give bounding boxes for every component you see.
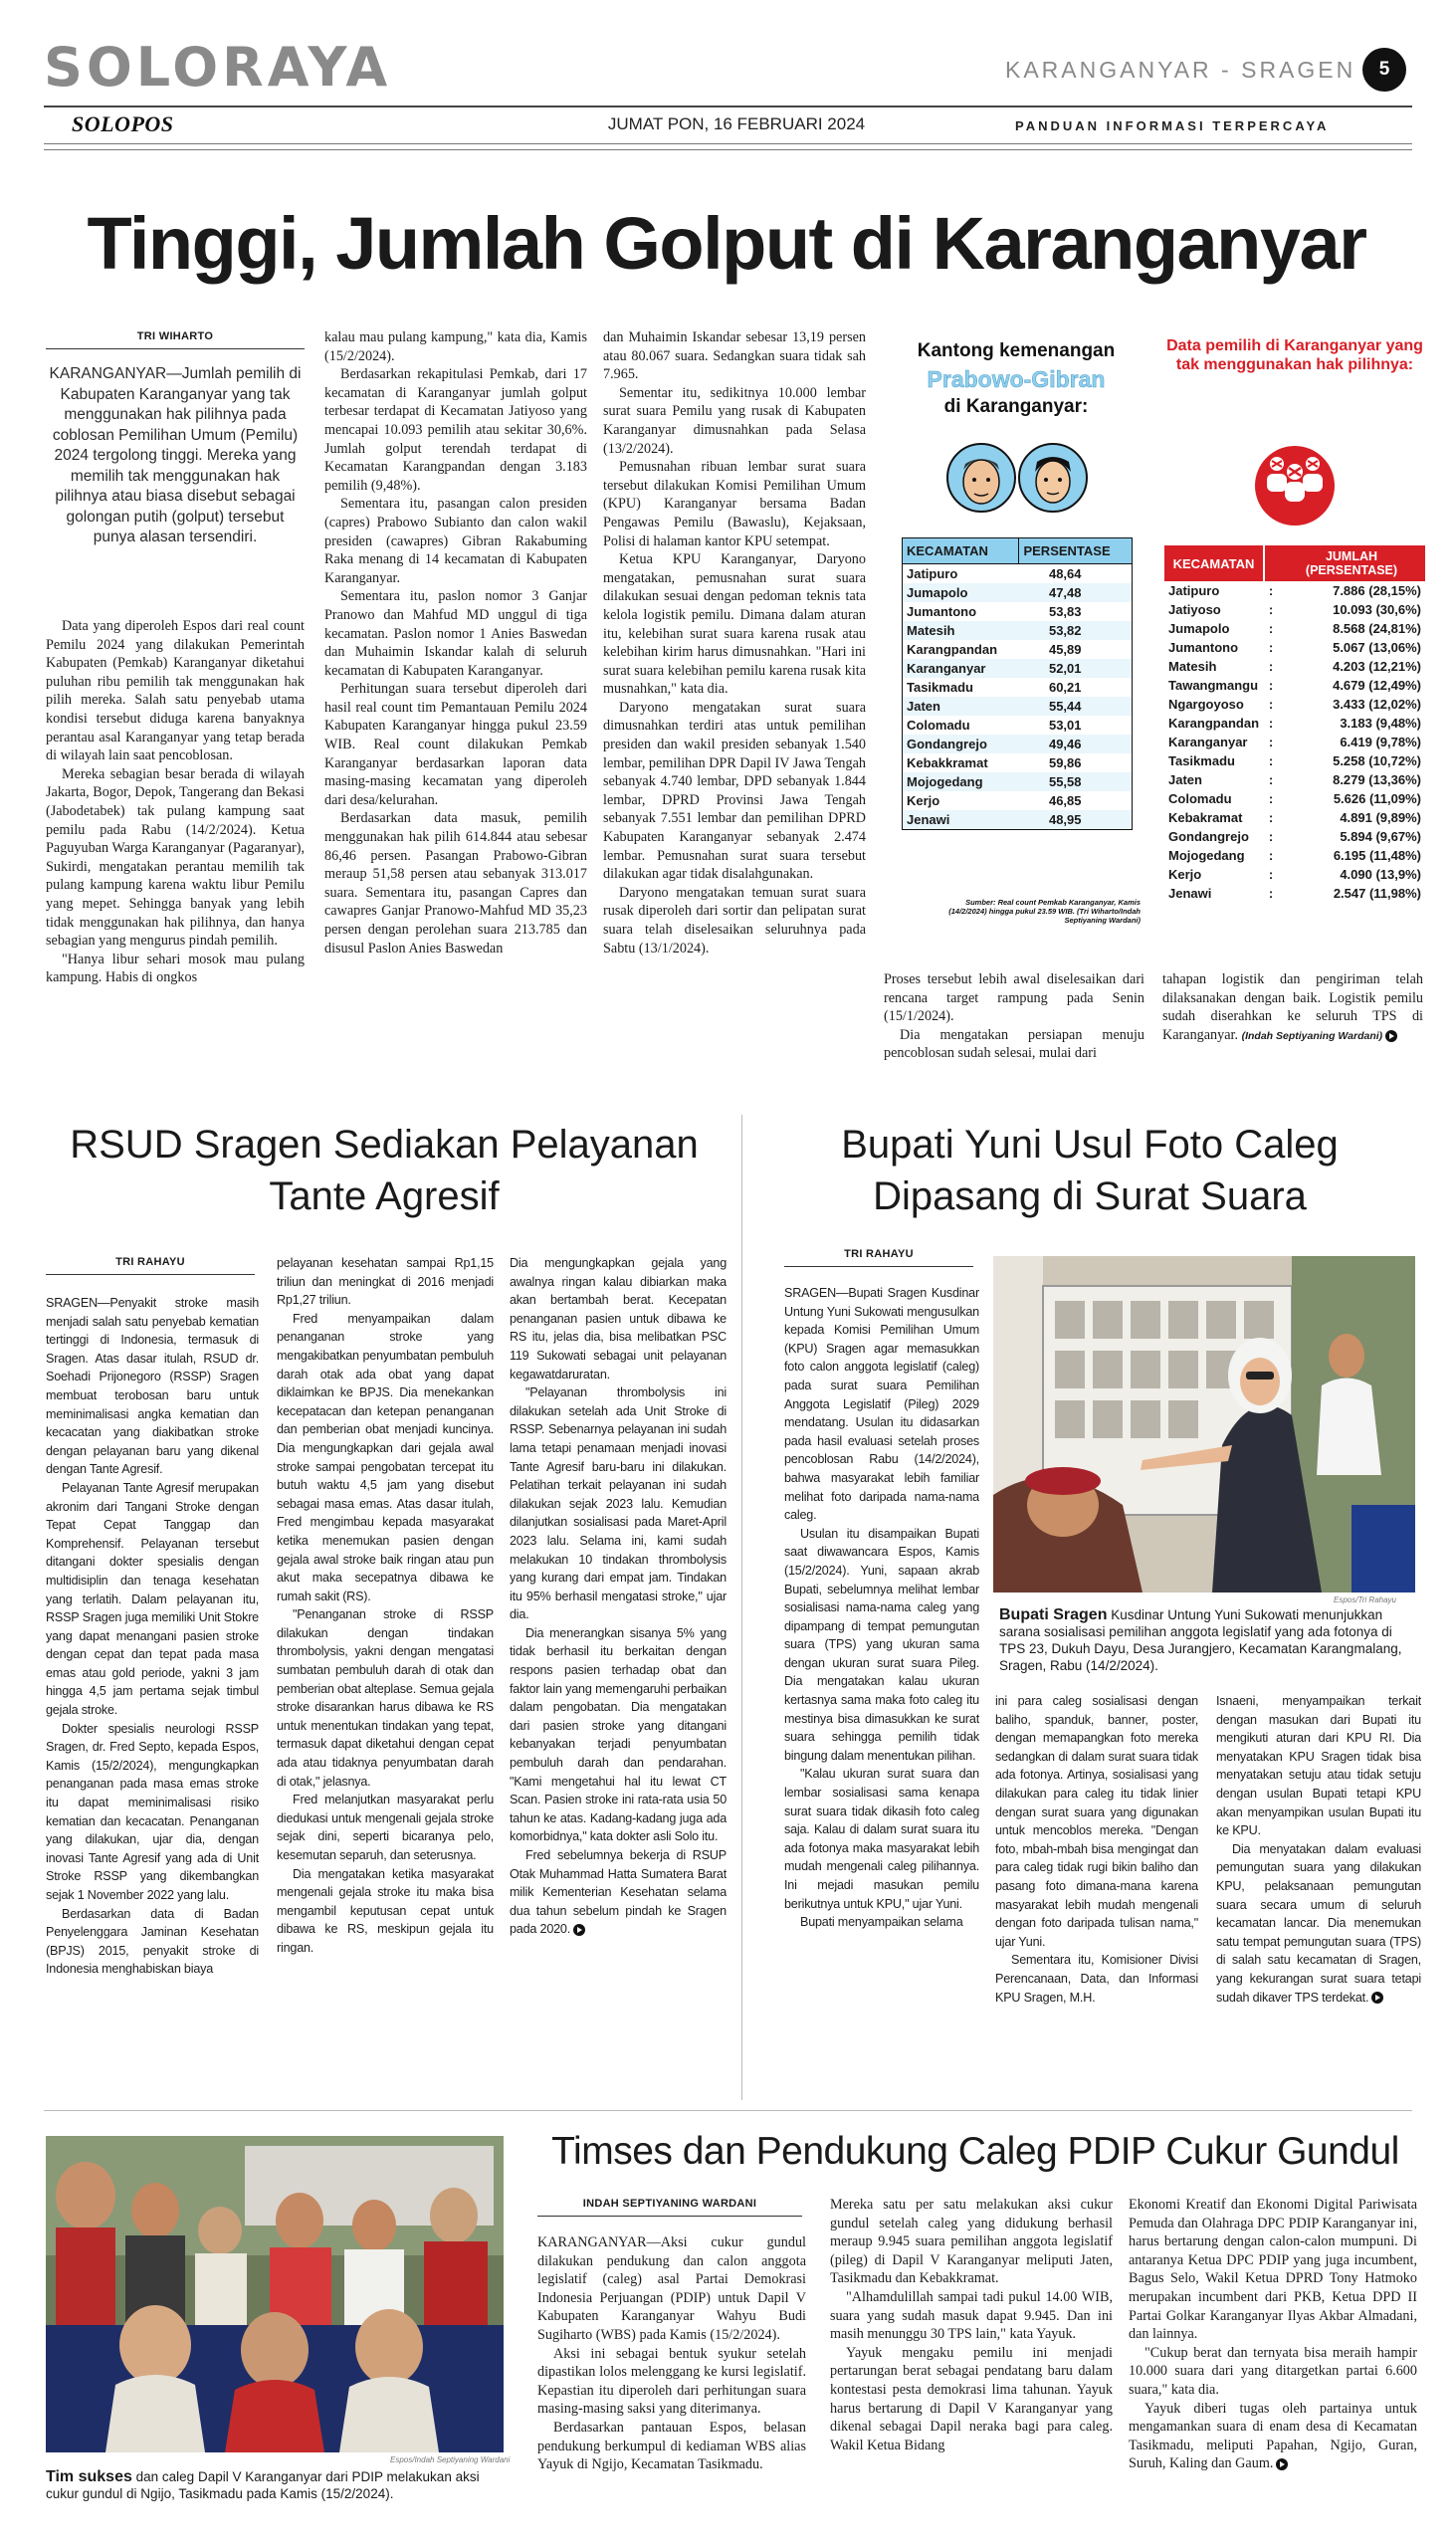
- end-of-article-icon: [1276, 2458, 1288, 2470]
- paragraph-text: tahapan logistik dan pengiriman telah dilaksanakan dengan baik. Logistik pemilu sudah diserahkan ke seluruh TPS di Karanganyar.: [1162, 971, 1423, 1043]
- info1-persentase-cell: 53,01: [1019, 716, 1133, 735]
- paragraph: "Penanganan stroke di RSSP dilakukan dengan tindakan thrombolysis, yakni dengan mengatasi sumbatan pembuluh darah di otak dan pemberian obat alteplase. Semua gejala stroke disarankan harus dibawa ke RS untuk menentukan tindakan yang tepat, termasuk dapat diketahui dengan cepat ada atau tidaknya penyumbatan darah di otak," jelasnya.: [277, 1607, 494, 1789]
- info1-persentase-cell: 48,95: [1019, 810, 1133, 830]
- info2-row: [1164, 846, 1425, 865]
- paragraph: Berdasarkan pantauan Espos, belasan pendukung berkumpul di kediaman WBS alias Yayuk di Ngijo, Kecamatan Tasikmadu.: [537, 2419, 806, 2473]
- info2-col-kecamatan: KECAMATAN: [1164, 545, 1264, 581]
- info2-jumlah-cell: 6.419 (9,78%): [1340, 735, 1421, 749]
- article2-headline: [46, 1119, 723, 1222]
- info2-jumlah-cell: 4.090 (13,9%): [1340, 867, 1421, 882]
- paragraph: Mereka satu per satu melakukan aksi cukur gundul setelah caleg yang didukung berhasil meraup 9.945 suara pemilihan anggota legislatif (pileg) di Dapil V Karanganyar meliputi Jaten, Tasikmadu dan Kebakkramat.: [830, 2197, 1113, 2287]
- paragraph: "Hanya libur sehari mosok mau pulang kampung. Habis di ongkos: [46, 951, 305, 986]
- paragraph: Fred melanjutkan masyarakat perlu diedukasi untuk mengenali gejala stroke sejak dini, seperti bicaranya pelo, kesemutan separuh, dan seterusnya.: [277, 1793, 494, 1862]
- paragraph: Perhitungan suara tersebut diperoleh dari hasil real count tim Pemantauan Pemilu 2024 Kabupaten Karanganyar hingga pukul 23.59 WIB. Real count dilakukan Pemkab Karanganyar berdasarkan laporan data masing-masing kecamatan yang diperoleh dari desa/kelurahan.: [324, 681, 587, 808]
- paragraph: "Alhamdulillah sampai tadi pukul 14.00 WIB, suara yang sudah masuk dapat 9.945. Dan ini masih menunggu 30 TPS lain," kata Yayuk.: [830, 2288, 1113, 2343]
- article3-headline-line2: Dipasang di Surat Suara: [873, 1174, 1307, 1218]
- paragraph: kalau mau pulang kampung," kata dia, Kamis (15/2/2024).: [324, 329, 587, 364]
- article2-byline: TRI RAHAYU: [46, 1256, 255, 1275]
- photo-caption-bupati: [999, 1606, 1417, 1674]
- info1-persentase-cell: 59,86: [1019, 753, 1133, 772]
- info2-kecamatan-cell: Karanganyar: [1168, 735, 1248, 749]
- end-of-article-icon: [1371, 1992, 1383, 2004]
- info2-colon: :: [1268, 678, 1274, 693]
- info1-persentase-cell: 60,21: [1019, 678, 1133, 697]
- info1-kecamatan-cell: Jatipuro: [903, 564, 1019, 584]
- paragraph: dan Muhaimin Iskandar sebesar 13,19 persen atau 80.067 suara. Sedangkan suara tidak sah 7.965.: [603, 329, 866, 383]
- article2-col1: [46, 1294, 259, 2095]
- paragraph: Data yang diperoleh Espos dari real count Pemilu 2024 yang dilakukan Pemerintah Kabupaten (Pemkab) Karanganyar diketahui puluhan ribu pemilih tak menggunakan hak pilih mereka. Salah satu penyebab utama kondisi tersebut diduga karena banyaknya perantau asal Karanganyar yang tetap berada di wilayah lain saat pencoblosan.: [46, 618, 305, 764]
- paragraph: pelayanan kesehatan sampai Rp1,15 triliun dan meningkat di 2016 menjadi Rp1,27 triliun.: [277, 1256, 494, 1308]
- section-divider: [44, 2110, 1412, 2111]
- info2-table: [1164, 545, 1425, 903]
- info2-row: [1164, 695, 1425, 714]
- photo-caption-tim-sukses: [46, 2468, 504, 2502]
- info2-jumlah-cell: 5.894 (9,67%): [1340, 829, 1421, 844]
- info2-kecamatan-cell: Tawangmangu: [1168, 678, 1259, 693]
- paragraph: [1162, 970, 1423, 1045]
- signoff: (Indah Septiyaning Wardani): [1241, 1029, 1383, 1042]
- info1-row: [903, 583, 1133, 602]
- info1-row: [903, 640, 1133, 659]
- info1-title-3: di Karanganyar:: [943, 396, 1089, 417]
- info2-jumlah-cell: 8.568 (24,81%): [1333, 621, 1421, 636]
- caption-name: Tim sukses: [46, 2468, 132, 2485]
- info2-colon: :: [1268, 791, 1274, 806]
- info2-kecamatan-cell: Kerjo: [1168, 867, 1202, 882]
- page-number: 5: [1362, 48, 1406, 92]
- info1-kecamatan-cell: Kerjo: [903, 791, 1019, 810]
- article1-byline: TRI WIHARTO: [46, 330, 305, 349]
- info1-persentase-cell: 53,82: [1019, 621, 1133, 640]
- info2-row: [1164, 638, 1425, 657]
- info1-source: Sumber: Real count Pemkab Karanganyar, Kamis (14/2/2024) hingga pukul 23.59 WIB. (Tri Wiharto/Indah Septiyaning Wardani): [948, 898, 1141, 925]
- info2-row: [1164, 789, 1425, 808]
- info2-row: [1164, 581, 1425, 600]
- paragraph: Bupati menyampaikan selama: [800, 1915, 963, 1930]
- info2-jumlah-cell: 3.433 (12,02%): [1333, 697, 1421, 712]
- article3-headline-line1: Bupati Yuni Usul Foto Caleg: [841, 1123, 1339, 1167]
- paragraph: Aksi ini sebagai bentuk syukur setelah dipastikan lolos melenggang ke kursi legislatif. Kepastian itu diperoleh dari perhitungan suara masing-masing saksi yang diterimanya.: [537, 2345, 806, 2418]
- info2-colon: :: [1268, 772, 1274, 787]
- info1-rows: [903, 564, 1133, 830]
- info2-jumlah-cell: 4.203 (12,21%): [1333, 659, 1421, 674]
- info2-kecamatan-cell: Ngargoyoso: [1168, 697, 1244, 712]
- info1-col-persentase: PERSENTASE: [1019, 538, 1133, 564]
- article2-col2: [277, 1254, 494, 2095]
- masthead-rule-2: [44, 149, 1412, 150]
- infographic-golput: [1160, 328, 1429, 965]
- article2-headline-line2: Tante Agresif: [269, 1174, 500, 1218]
- info2-kecamatan-cell: Gondangrejo: [1168, 829, 1249, 844]
- info2-kecamatan-cell: Tasikmadu: [1168, 753, 1235, 768]
- infographic-kantong-kemenangan: [882, 328, 1150, 956]
- info2-kecamatan-cell: Matesih: [1168, 659, 1217, 674]
- tagline: PANDUAN INFORMASI TERPERCAYA: [1015, 118, 1330, 133]
- info1-kecamatan-cell: Matesih: [903, 621, 1019, 640]
- info2-jumlah-cell: 5.067 (13,06%): [1333, 640, 1421, 655]
- paragraph: Fred menyampaikan dalam penanganan stroke yang mengakibatkan penyumbatan pembuluh darah otak ada obat yang dapat diklaimkan ke BPJS. Dia menekankan kecepatacan dan ketepan penanganan dan pemberian obat menjadi kuncinya. Dia mengungkapkan dari gejala awal stroke sampai pengobatan tercepat itu butuh waktu 4,5 jam yang disebut sebagai masa emas. Atas dasar itulah, Fred mengimbau kepada masyarakat ketika menemukan pasien dengan gejala awal stroke baik ringan atau pun akut maka secepatnya dibawa ke rumah sakit (RS).: [277, 1311, 494, 1603]
- info2-row: [1164, 865, 1425, 884]
- column-divider: [741, 1115, 742, 2100]
- info2-colon: :: [1268, 583, 1274, 598]
- paragraph: Yayuk mengaku pemilu ini menjadi pertarungan berat sebagai pendatang baru dalam kontestasi pesta demokrasi lima tahunan. Yayuk harus bertarung di Dapil V Karanganyar yang dikenal sebagai Dapil neraka bagi para caleg. Wakil Ketua Bidang: [830, 2344, 1113, 2453]
- info2-kecamatan-cell: Jatiyoso: [1168, 602, 1221, 617]
- masthead: [0, 0, 1456, 159]
- info1-persentase-cell: 52,01: [1019, 659, 1133, 678]
- info2-row: [1164, 657, 1425, 676]
- photo-credit: Espos/Indah Septiyaning Wardani: [390, 2455, 511, 2464]
- info1-kecamatan-cell: Jaten: [903, 697, 1019, 716]
- info1-row: [903, 810, 1133, 830]
- info1-kecamatan-cell: Mojogedang: [903, 772, 1019, 791]
- info1-kecamatan-cell: Karanganyar: [903, 659, 1019, 678]
- info2-jumlah-cell: 8.279 (13,36%): [1333, 772, 1421, 787]
- info1-row: [903, 716, 1133, 735]
- info2-row: [1164, 619, 1425, 638]
- info2-row: [1164, 751, 1425, 770]
- article4-headline: Timses dan Pendukung Caleg PDIP Cukur Gundul: [551, 2130, 1399, 2173]
- info1-persentase-cell: 48,64: [1019, 564, 1133, 584]
- info1-kecamatan-cell: Jumantono: [903, 602, 1019, 621]
- paragraph: Sementar itu, sedikitnya 10.000 lembar surat suara Pemilu yang rusak di Kabupaten Karanganyar dimusnahkan pada Selasa (13/2/2024).: [603, 384, 866, 457]
- paragraph: Ekonomi Kreatif dan Ekonomi Digital Pariwisata Pemuda dan Olahraga DPC PDIP Karanganyar ini, harus bertarung dengan calon-calon mumpuni. Di antaranya Ketua DPC PDIP yang juga incumbent, Bagus Selo, Wakil Ketua DPRD Tony Hatmoko merupakan incumbent dari PKB, Ketua DPD II Partai Golkar Karanganyar Ilyas Akbar Almadani, dan lainnya.: [1129, 2197, 1417, 2343]
- info1-kecamatan-cell: Gondangrejo: [903, 735, 1019, 753]
- article3-col1: [784, 1284, 979, 2095]
- article4-col1: [537, 2233, 806, 2532]
- paragraph: [510, 1846, 727, 1939]
- paragraph: SRAGEN—Penyakit stroke masih menjadi salah satu penyebab kematian tertinggi di Indonesia, termasuk di Sragen. Atas dasar itulah, RSUD dr. Soehadi Prijonegoro (RSSP) Sragen membuat terobosan baru untuk meminimalisasi angka kematian dan kecacatan yang diakibatkan stroke dengan pelayanan baru yang dikenal dengan Tante Agresif.: [46, 1296, 259, 1477]
- photo-credit: Espos/Tri Rahayu: [1334, 1595, 1396, 1604]
- paragraph: Dia mengatakan ketika masyarakat mengenali gejala stroke itu maka bisa mengambil keputusan cepat untuk dibawa ke RS, meskipun gejala itu ringan.: [277, 1866, 494, 1955]
- info2-header-row: [1164, 545, 1425, 581]
- article1-col3: [603, 328, 866, 1067]
- paragraph: Berdasarkan rekapitulasi Pemkab, dari 17 kecamatan di Karanganyar jumlah golput terbesar terdapat di Kecamatan Jatiyoso yang mencapai 10.093 pemilih atau sekitar 30,6%. Jumlah golput terendah terdapat di Kecamatan Karangpandan dengan 3.183 pemilih (9,48%).: [324, 366, 587, 494]
- info2-colon: :: [1268, 867, 1274, 882]
- info2-kecamatan-cell: Mojogedang: [1168, 848, 1245, 863]
- info2-colon: :: [1268, 697, 1274, 712]
- paragraph: Dokter spesialis neurologi RSSP Sragen, dr. Fred Septo, kepada Espos, Kamis (15/2/2024), mengungkapkan penanganan pada masa emas stroke itu dapat meminimalisasi risiko kematian dan kecacatan. Penanganan yang dilakukan, ujar dia, dengan inovasi Tante Agresif yang ada di Unit Stroke RSSP yang dikembangkan sejak 1 November 2022 yang lalu.: [46, 1721, 259, 1902]
- gibran-portrait: [1019, 444, 1087, 512]
- photo-bupati-sragen: [993, 1256, 1415, 1592]
- info2-kecamatan-cell: Kebakramat: [1168, 810, 1243, 825]
- paragraph: "Cukup berat dan ternyata bisa meraih hampir 10.000 suara dari yang ditargetkan partai 6.600 suara," kata dia.: [1129, 2344, 1417, 2398]
- info2-colon: :: [1268, 716, 1274, 731]
- paragraph: Usulan itu disampaikan Bupati saat diwawancara Espos, Kamis (15/2/2024). Yuni, sapaan akrab Bupati, sebelumnya melihat lembar sosialisasi nama-nama caleg yang dipampang di tempat pemungutan suara (TPS) yang ukuran sama dengan ukuran surat suara Pileg. Dia mengatakan kalau ukuran kertasnya sama maka foto caleg itu mestinya bisa dimasukkan ke surat suara sehingga pemilih tidak bingung dalam menentukan pilihan.: [784, 1526, 979, 1763]
- info1-persentase-cell: 49,46: [1019, 735, 1133, 753]
- paragraph: Berdasarkan data masuk, pemilih menggunakan hak pilih 614.844 atau sebesar 86,46 persen. Pasangan Prabowo-Gibran meraup 51,58 persen atau sebanyak 313.017 suara. Sementara itu, pasangan Capres dan cawapres Ganjar Pranowo-Mahfud MD 35,23 persen dengan perolehan suara 213.785 dan disusul Paslon Anies Baswedan: [324, 810, 587, 956]
- info2-row: [1164, 884, 1425, 903]
- prabowo-portrait: [947, 444, 1015, 512]
- info2-kecamatan-cell: Karangpandan: [1168, 716, 1260, 731]
- info1-row: [903, 602, 1133, 621]
- article2-col3: [510, 1254, 727, 2095]
- paragraph: Isnaeni, menyampaikan terkait dengan masukan dari Bupati itu mengikuti aturan dari KPU RI. Dia menyatakan KPU Sragen tidak bisa menyatakan setuju atau tidak setuju dengan usulan Bupati tetapi KPU akan menyampikan usulan Bupati itu ke KPU.: [1216, 1694, 1421, 1838]
- photo-illustration: [993, 1256, 1415, 1592]
- paragraph: "Kalau ukuran surat suara dan lembar sosialisasi sama kenapa surat suara tidak dikasih foto caleg saja. Kalau di dalam surat suara itu ada fotonya maka masyarakat lebih mudah mengenali caleg pilihannya. Ini mejadi masukan pemilu berikutnya untuk KPU," ujar Yuni.: [784, 1767, 979, 1911]
- info2-colon: :: [1268, 753, 1274, 768]
- article1-col2: [324, 328, 587, 1067]
- paragraph: [1129, 2400, 1417, 2473]
- info2-kecamatan-cell: Colomadu: [1168, 791, 1232, 806]
- info1-row: [903, 753, 1133, 772]
- info1-kecamatan-cell: Karangpandan: [903, 640, 1019, 659]
- info1-persentase-cell: 55,44: [1019, 697, 1133, 716]
- info2-row: [1164, 770, 1425, 789]
- article2-headline-line1: RSUD Sragen Sediakan Pelayanan: [70, 1123, 699, 1167]
- info2-col-jumlah: JUMLAH (PERSENTASE): [1305, 549, 1398, 577]
- masthead-divider: [44, 106, 1412, 107]
- article1-col5: [1162, 970, 1423, 1070]
- info2-kecamatan-cell: Jumantono: [1168, 640, 1239, 655]
- info1-persentase-cell: 46,85: [1019, 791, 1133, 810]
- article4-col3: [1129, 2196, 1417, 2532]
- info2-colon: :: [1268, 848, 1274, 863]
- paragraph: Dia mengatakan persiapan menuju pencoblosan sudah selesai, mulai dari: [884, 1026, 1144, 1062]
- info2-jumlah-cell: 5.258 (10,72%): [1333, 753, 1421, 768]
- info2-jumlah-cell: 7.886 (28,15%): [1333, 583, 1421, 598]
- info1-kecamatan-cell: Jumapolo: [903, 583, 1019, 602]
- paragraph: "Pelayanan thrombolysis ini dilakukan setelah ada Unit Stroke di RSSP. Sebenarnya pelayanan ini sudah lama tetapi penamaan menjadi inovasi Tante Agresif baru-baru ini dilakukan. Pelatihan terkait pelayanan ini sudah dilakukan sejak 2023 lalu. Kemudian dilanjutkan sosialisasi pada Maret-April 2023 lalu. Selama ini, kami sudah melakukan 10 tindakan thrombolysis yang kurang dari empat jam. Tindakan itu 95% berhasil mengatasi stroke," ujar dia.: [510, 1385, 727, 1622]
- info2-colon: :: [1268, 640, 1274, 655]
- info1-row: [903, 697, 1133, 716]
- paragraph: SRAGEN—Bupati Sragen Kusdinar Untung Yuni Sukowati mengusulkan kepada Komisi Pemilihan Umum (KPU) Sragen agar memasukkan foto calon anggota legislatif (caleg) pada surat suara Pemilihan Anggota Legislatif (Pileg) 2029 mendatang. Usulan itu didasarkan pada hasil evaluasi setelah proses pencoblosan Rabu (14/2/2024), bahwa masyarakat lebih familiar melihat foto daripada nama-nama caleg.: [784, 1286, 979, 1523]
- info2-jumlah-cell: 6.195 (11,48%): [1333, 848, 1421, 863]
- info1-row: [903, 772, 1133, 791]
- section-title: SOLORAYA: [44, 36, 392, 99]
- paragraph: Dia menerangkan sisanya 5% yang tidak berhasil itu berkaitan dengan respons pasien terhadap obat dan faktor lain yang memengaruhi perbaikan dalam pengobatan. Dia mengatakan dari pasien stroke yang ditangani kebanyakan terjadi penyumbatan pembuluh darah dan pendarahan. "Kami mengetahui hal itu lewat CT Scan. Pasien stroke ini rata-rata usia 50 tahun ke atas. Kadang-kadang juga ada komorbidnya," kata dokter asli Solo itu.: [510, 1625, 727, 1844]
- article1-col4: [884, 970, 1144, 1070]
- info2-jumlah-cell: 4.891 (9,89%): [1340, 810, 1421, 825]
- paragraph: Proses tersebut lebih awal diselesaikan dari rencana target rampung pada Senin (15/1/2024).: [884, 971, 1144, 1025]
- article1-lead: KARANGANYAR—Jumlah pemilih di Kabupaten Karanganyar yang tak menggunakan hak pilihnya pada coblosan Pemilihan Umum (Pemilu) 2024 tergolong tinggi. Mereka yang memilih tak menggunakan hak pilihnya atau biasa disebut sebagai golongan putih (golput) tersebut punya alasan tersendiri.: [49, 365, 302, 545]
- info1-persentase-cell: 53,83: [1019, 602, 1133, 621]
- paragraph: KARANGANYAR—Aksi cukur gundul dilakukan pendukung dan calon anggota legislatif (caleg) asal Partai Demokrasi Indonesia Perjuangan (PDIP) untuk Dapil V Kabupaten Karanganyar Wahyu Budi Sugiharto (WBS) pada Kamis (15/2/2024).: [537, 2234, 806, 2343]
- info1-table: [902, 537, 1133, 830]
- info2-row: [1164, 808, 1425, 827]
- paragraph: Berdasarkan data di Badan Penyelenggara Jaminan Kesehatan (BPJS) 2015, penyakit stroke di Indonesia menghabiskan biaya: [46, 1906, 259, 1977]
- info2-row: [1164, 714, 1425, 733]
- paragraph-text: Yayuk diberi tugas oleh partainya untuk mengamankan suara di enam desa di Kecamatan Tasikmadu, meliputi Papahan, Ngijo, Guran, Suruh, Kaling dan Gaum.: [1129, 2400, 1417, 2472]
- region-label: KARANGANYAR - SRAGEN: [1005, 57, 1356, 83]
- paragraph: Daryono mengatakan temuan surat suara rusak diperoleh dari sortir dan pelipatan surat suara telah diselesaikan seluruhnya pada Sabtu (13/1/2024).: [603, 884, 866, 956]
- info1-persentase-cell: 45,89: [1019, 640, 1133, 659]
- paragraph: Ketua KPU Karanganyar, Daryono mengatakan, pemusnahan surat suara dilakukan sesuai dengan pedoman teknis tata kelola logistik pemilu. Dimana dalam aturan itu, kelebihan surat suara karena rusak atau kelebihan kirim harus dimusnahkan. "Hari ini surat suara kelebihan pemilu karena rusak kita musnahkan," kata dia.: [603, 551, 866, 698]
- info2-jumlah-cell: 2.547 (11,98%): [1333, 886, 1421, 901]
- paragraph-text: Fred sebelumnya bekerja di RSUP Otak Muhammad Hatta Sumatera Barat milik Kementerian Kesehatan selama dua tahun sebelum pindah ke Sragen pada 2020.: [510, 1848, 727, 1937]
- paragraph: ini para caleg sosialisasi dengan baliho, spanduk, banner, poster, dengan memapangkan foto mereka sedangkan di dalam surat suara tidak ada fotonya. Artinya, sosialisasi yang dilakukan para caleg itu tidak linier dengan surat suara yang digunakan untuk mencoblos mereka. "Dengan foto, mbah-mbah bisa mengingat dan para caleg tidak rugi bikin baliho dan pasang foto dimana-mana karena masyarakat lebih mudah mengenali dengan foto daripada tulisan nama," ujar Yuni.: [995, 1694, 1198, 1949]
- golput-icon: [1247, 438, 1343, 533]
- info1-header-row: [903, 538, 1133, 564]
- info2-kecamatan-cell: Jumapolo: [1168, 621, 1230, 636]
- info1-col-kecamatan: KECAMATAN: [903, 538, 1019, 564]
- article1-col1: [46, 617, 305, 1067]
- candidate-portraits: [943, 440, 1093, 518]
- paragraph: Sementara itu, Komisioner Divisi Perencanaan, Data, dan Informasi KPU Sragen, M.H.: [995, 1953, 1198, 2005]
- photo-tim-sukses: [46, 2136, 504, 2452]
- info1-kecamatan-cell: Tasikmadu: [903, 678, 1019, 697]
- info2-kecamatan-cell: Jatipuro: [1168, 583, 1220, 598]
- paragraph: Pelayanan Tante Agresif merupakan akronim dari Tangani Stroke dengan Tepat Cepat Tanggap dan Komprehensif. Pelayanan tersebut ditangani dokter spesialis dengan multidisiplin dan tenaga kesehatan yang terlatih. Dalam pelayanan itu, RSSP Sragen juga memiliki Unit Stokre yang dapat menangani pasien stroke dengan cepat dan tepat pada masa emas atau gold periode, yakni 3 jam hingga 4,5 jam pertama sejak timbul gejala stroke.: [46, 1480, 259, 1718]
- caption-text: Kusdinar Untung Yuni Sukowati menunjukkan sarana sosialisasi pemilihan anggota legislatif yang ada fotonya di TPS 23, Dukuh Dayu, Desa Jurangjero, Kecamatan Karangmalang, Sragen, Rabu (14/2/2024).: [999, 1607, 1402, 1673]
- info1-row: [903, 659, 1133, 678]
- article3-byline: TRI RAHAYU: [784, 1248, 973, 1267]
- info2-jumlah-cell: 4.679 (12,49%): [1333, 678, 1421, 693]
- info2-row: [1164, 827, 1425, 846]
- info1-row: [903, 621, 1133, 640]
- info1-row: [903, 678, 1133, 697]
- info1-persentase-cell: 55,58: [1019, 772, 1133, 791]
- info1-kecamatan-cell: Jenawi: [903, 810, 1019, 830]
- info2-colon-spacer: [1264, 545, 1278, 581]
- masthead-rule: [44, 143, 1412, 144]
- info2-colon: :: [1268, 621, 1274, 636]
- article4-col2: [830, 2196, 1113, 2532]
- info2-colon: :: [1268, 735, 1274, 749]
- paragraph: Sementara itu, pasangan calon presiden (capres) Prabowo Subianto dan calon wakil presiden (cawapres) Gibran Rakabuming Raka menang di 14 kecamatan di Kabupaten Karanganyar.: [324, 496, 587, 586]
- article3-headline: [756, 1119, 1423, 1222]
- info1-row: [903, 564, 1133, 584]
- paragraph: Pemusnahan ribuan lembar surat suara tersebut dilakukan Komisi Pemilihan Umum (KPU) Karanganyar bersama Badan Pengawas Pemilu (Bawaslu), Kejaksaan, Polisi di halaman kantor KPU setempat.: [603, 459, 866, 549]
- paragraph: Daryono mengatakan surat suara dimusnahkan terdiri atas untuk pemilihan presiden dan wakil presiden sebanyak 1.540 lembar, pemilihan DPR Dapil IV Jawa Tengah sebanyak 4.740 lembar, DPD sebanyak 1.844 lembar, DPRD Provinsi Jawa Tengah sebanyak 7.551 lembar dan pemilihan DPRD Kabupaten Karanganyar sebanyak 2.474 lembar. Pemusnahan surat suara tersebut dilakukan agar tidak disalahgunakan.: [603, 699, 866, 883]
- paragraph: Sementara itu, paslon nomor 3 Ganjar Pranowo dan Mahfud MD unggul di tiga kecamatan. Paslon nomor 1 Anies Baswedan dan Muhaimin Iskandar kalah di seluruh kecamatan di Kabupaten Karanganyar.: [324, 588, 587, 679]
- info2-colon: :: [1268, 659, 1274, 674]
- info1-title-2: Prabowo-Gibran: [927, 366, 1106, 392]
- paragraph: Dia mengungkapkan gejala yang awalnya ringan kalau dibiarkan maka akan bertambah berat. Kecepatan penanganan pasien untuk dibawa ke RS itu, jelas dia, bisa melibatkan PSC 119 Sukowati sebagai unit pelayanan kegawatdaruratan.: [510, 1256, 727, 1381]
- info1-kecamatan-cell: Colomadu: [903, 716, 1019, 735]
- end-of-article-icon: [573, 1924, 585, 1936]
- caption-name: Bupati Sragen: [999, 1606, 1108, 1623]
- info2-jumlah-cell: 10.093 (30,6%): [1333, 602, 1421, 617]
- info2-colon: :: [1268, 810, 1274, 825]
- info1-persentase-cell: 47,48: [1019, 583, 1133, 602]
- article1-headline: Tinggi, Jumlah Golput di Karanganyar: [87, 202, 1366, 285]
- issue-date: JUMAT PON, 16 FEBRUARI 2024: [607, 114, 866, 133]
- info1-row: [903, 735, 1133, 753]
- caption-text: dan caleg Dapil V Karanganyar dari PDIP melakukan aksi cukur gundul di Ngijo, Tasikmadu pada Kamis (15/2/2024).: [46, 2469, 480, 2501]
- info2-row: [1164, 676, 1425, 695]
- article3-col3: [1216, 1692, 1421, 2095]
- info1-kecamatan-cell: Kebakkramat: [903, 753, 1019, 772]
- info2-colon: :: [1268, 829, 1274, 844]
- info2-row: [1164, 733, 1425, 751]
- info1-title-1: Kantong kemenangan: [917, 340, 1116, 361]
- info2-jumlah-cell: 5.626 (11,09%): [1333, 791, 1421, 806]
- info2-row: [1164, 600, 1425, 619]
- paragraph: Mereka sebagian besar berada di wilayah Jakarta, Bogor, Depok, Tangerang dan Bekasi (Jabodetabek) tak pulang kampung saat pemilu pada Rabu (14/2/2024). Ketua Paguyuban Warga Karanganyar (Pagaranyar), Sukirdi, mengatakan perantau memilih tak pulang kampung karena waktu libur Pemilu yang mepet. Sehingga banyak yang lebih tidak menggunakan hak pilihnya, dan hanya sebagian yang mengurus pindah pemilih.: [46, 765, 305, 950]
- info1-row: [903, 791, 1133, 810]
- info2-jumlah-cell: 3.183 (9,48%): [1340, 716, 1421, 731]
- info2-colon: :: [1268, 602, 1274, 617]
- article3-col2: [995, 1692, 1198, 2095]
- info2-colon: :: [1268, 886, 1274, 901]
- brand-logo: SOLOPOS: [72, 111, 174, 136]
- info2-kecamatan-cell: Jaten: [1168, 772, 1202, 787]
- paragraph-text: Dia menyatakan dalam evaluasi pemungutan suara yang dilakukan KPU, pelaksanaan pemungutan suara secara umum di seluruh kecamatan lancar. Dia menemukan satu tempat pemungutan suara (TPS) di salah satu kecamatan di Sragen, yang kekurangan surat suara tetapi sudah dikaver TPS terdekat.: [1216, 1841, 1421, 2005]
- info2-rows: [1164, 581, 1425, 903]
- paragraph: [1216, 1840, 1421, 2007]
- end-of-article-icon: [1385, 1030, 1397, 1042]
- photo-illustration: [46, 2136, 504, 2452]
- article4-byline: INDAH SEPTIYANING WARDANI: [537, 2198, 802, 2217]
- info2-title: Data pemilih di Karanganyar yang tak menggunakan hak pilihnya:: [1166, 337, 1423, 373]
- info2-kecamatan-cell: Jenawi: [1168, 886, 1212, 901]
